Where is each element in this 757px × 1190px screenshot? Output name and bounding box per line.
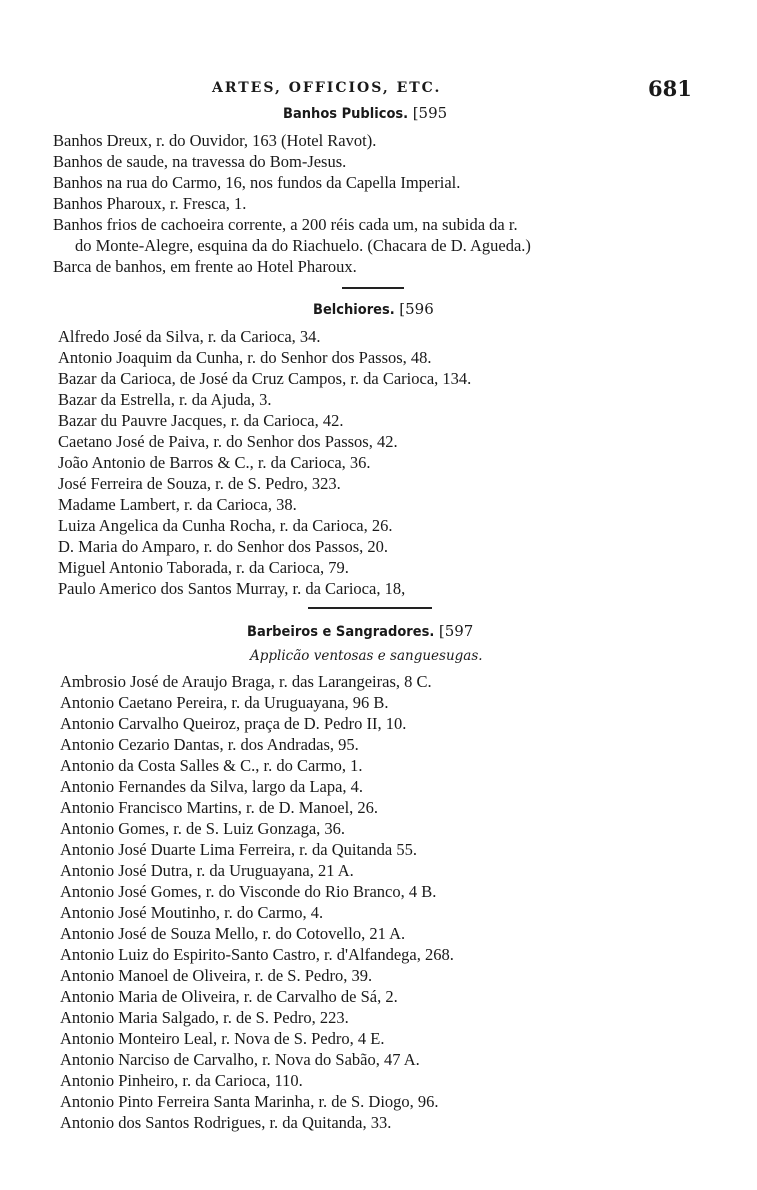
list-item: Miguel Antonio Taborada, r. da Carioca, 79. bbox=[58, 558, 349, 577]
section-number: [596 bbox=[399, 300, 434, 318]
list-item: Antonio Gomes, r. de S. Luiz Gonzaga, 36. bbox=[60, 819, 346, 838]
section-heading bbox=[313, 300, 434, 318]
list-item: Antonio Pinheiro, r. da Carioca, 110. bbox=[60, 1071, 303, 1090]
list-item: Antonio Joaquim da Cunha, r. do Senhor dos Passos, 48. bbox=[58, 348, 432, 367]
list-item: Caetano José de Paiva, r. do Senhor dos Passos, 42. bbox=[58, 432, 398, 451]
list-item: João Antonio de Barros & C., r. da Carioca, 36. bbox=[58, 453, 371, 472]
section-number: [597 bbox=[438, 622, 474, 640]
list-item: Antonio Caetano Pereira, r. da Uruguayana, 96 B. bbox=[60, 693, 389, 712]
list-item: Antonio Fernandes da Silva, largo da Lapa, 4. bbox=[60, 777, 364, 796]
list-item: Ambrosio José de Araujo Braga, r. das Larangeiras, 8 C. bbox=[60, 672, 432, 691]
list-item: Banhos na rua do Carmo, 16, nos fundos da Capella Imperial. bbox=[53, 173, 461, 192]
list-item: Antonio Monteiro Leal, r. Nova de S. Pedro, 4 E. bbox=[60, 1029, 385, 1048]
section-title: Banhos Publicos. bbox=[283, 106, 409, 122]
list-item: Antonio Maria Salgado, r. de S. Pedro, 223. bbox=[60, 1008, 349, 1027]
list-item: Bazar du Pauvre Jacques, r. da Carioca, 42. bbox=[58, 411, 344, 430]
list-item: Antonio José Moutinho, r. do Carmo, 4. bbox=[60, 903, 324, 922]
section-number: [595 bbox=[412, 104, 448, 122]
section-subtitle: Applicão ventosas e sanguesugas. bbox=[250, 648, 483, 664]
list-item: Banhos de saude, na travessa do Bom-Jesus. bbox=[53, 152, 347, 171]
page-number: 681 bbox=[648, 76, 692, 101]
list-item: Antonio José Duarte Lima Ferreira, r. da Quitanda 55. bbox=[60, 840, 417, 859]
section-divider bbox=[308, 607, 432, 609]
list-item: D. Maria do Amparo, r. do Senhor dos Passos, 20. bbox=[58, 537, 388, 556]
list-item: Antonio Narciso de Carvalho, r. Nova do Sabão, 47 A. bbox=[60, 1050, 420, 1069]
list-item: Antonio da Costa Salles & C., r. do Carmo, 1. bbox=[60, 756, 363, 775]
list-item: Antonio Manoel de Oliveira, r. de S. Pedro, 39. bbox=[60, 966, 373, 985]
list-item: Antonio dos Santos Rodrigues, r. da Quitanda, 33. bbox=[60, 1113, 392, 1132]
running-title: ARTES, OFFICIOS, ETC. bbox=[212, 80, 442, 96]
list-item: Antonio Maria de Oliveira, r. de Carvalho de Sá, 2. bbox=[60, 987, 398, 1006]
list-item: Antonio José Gomes, r. do Visconde do Rio Branco, 4 B. bbox=[60, 882, 437, 901]
list-item: Antonio Luiz do Espirito-Santo Castro, r. d'Alfandega, 268. bbox=[60, 945, 454, 964]
list-item: Madame Lambert, r. da Carioca, 38. bbox=[58, 495, 297, 514]
section-divider bbox=[342, 287, 404, 289]
list-item: José Ferreira de Souza, r. de S. Pedro, 323. bbox=[58, 474, 341, 493]
list-item: Antonio Carvalho Queiroz, praça de D. Pedro II, 10. bbox=[60, 714, 407, 733]
list-item: Barca de banhos, em frente ao Hotel Pharoux. bbox=[53, 257, 357, 276]
list-item: Banhos Dreux, r. do Ouvidor, 163 (Hotel Ravot). bbox=[53, 131, 377, 150]
section-title: Belchiores. bbox=[313, 302, 395, 318]
list-item: Bazar da Estrella, r. da Ajuda, 3. bbox=[58, 390, 272, 409]
list-item: Alfredo José da Silva, r. da Carioca, 34. bbox=[58, 327, 321, 346]
list-item: Antonio Cezario Dantas, r. dos Andradas, 95. bbox=[60, 735, 359, 754]
section-heading bbox=[247, 622, 473, 640]
section-heading bbox=[283, 104, 447, 122]
list-item: Banhos Pharoux, r. Fresca, 1. bbox=[53, 194, 247, 213]
list-item-continuation: do Monte-Alegre, esquina da do Riachuelo. (Chacara de D. Agueda.) bbox=[75, 236, 531, 255]
list-item: Antonio Pinto Ferreira Santa Marinha, r. de S. Diogo, 96. bbox=[60, 1092, 439, 1111]
list-item: Antonio José de Souza Mello, r. do Cotovello, 21 A. bbox=[60, 924, 406, 943]
list-item: Luiza Angelica da Cunha Rocha, r. da Carioca, 26. bbox=[58, 516, 393, 535]
list-item: Antonio José Dutra, r. da Uruguayana, 21 A. bbox=[60, 861, 354, 880]
list-item: Paulo Americo dos Santos Murray, r. da Carioca, 18, bbox=[58, 579, 406, 598]
running-head bbox=[0, 76, 757, 100]
list-item: Antonio Francisco Martins, r. de D. Manoel, 26. bbox=[60, 798, 379, 817]
list-item: Banhos frios de cachoeira corrente, a 200 réis cada um, na subida da r. bbox=[53, 215, 518, 234]
list-item: Bazar da Carioca, de José da Cruz Campos, r. da Carioca, 134. bbox=[58, 369, 472, 388]
section-title: Barbeiros e Sangradores. bbox=[247, 624, 435, 640]
